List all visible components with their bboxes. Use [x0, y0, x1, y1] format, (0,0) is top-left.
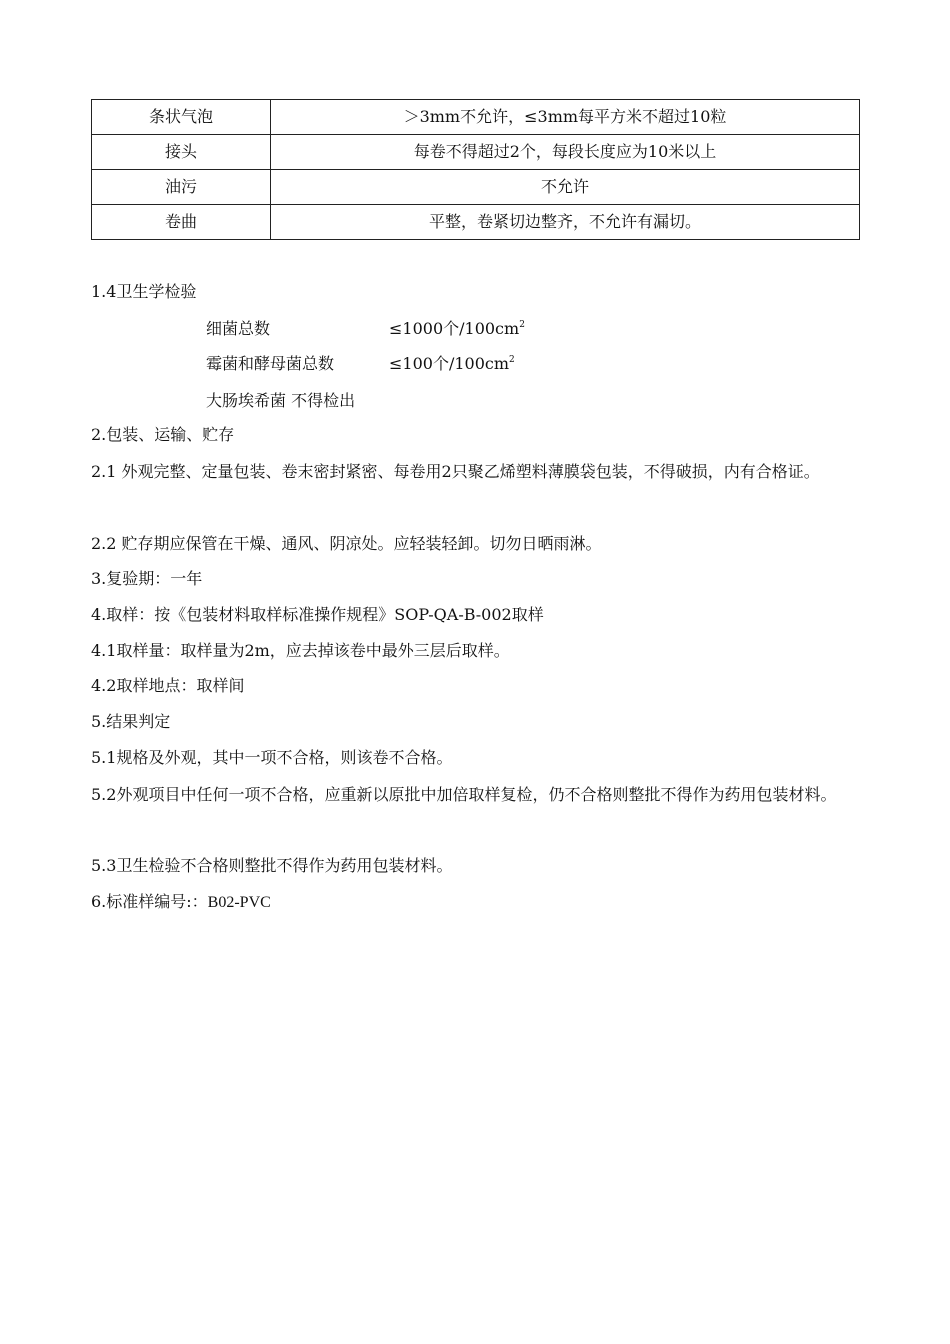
- table-row: [92, 205, 860, 240]
- hygiene-item-name: 霉菌和酵母菌总数: [206, 354, 335, 373]
- paragraph: 3.复验期：一年: [91, 569, 203, 588]
- superscript: 2: [509, 355, 515, 365]
- paragraph: 5.1规格及外观，其中一项不合格，则该卷不合格。: [91, 748, 453, 767]
- table-row: [92, 135, 860, 170]
- paragraph: 2.1 外观完整、定量包装、卷末密封紧密、每卷用2只聚乙烯塑料薄膜袋包装，不得破损，内有合格证。: [91, 462, 820, 481]
- standard-sample-label: 6.标准样编号:：: [91, 892, 208, 911]
- table-cell-item: 条状气泡: [92, 100, 271, 135]
- table-row: [92, 100, 860, 135]
- paragraph: 2.2 贮存期应保管在干燥、通风、阴凉处。应轻装轻卸。切勿日晒雨淋。: [91, 534, 602, 553]
- hygiene-item-value: [389, 316, 525, 339]
- paragraph: 4.2取样地点：取样间: [91, 676, 245, 695]
- paragraph: 5.3卫生检验不合格则整批不得作为药用包装材料。: [91, 856, 453, 875]
- table-cell-requirement: 平整，卷紧切边整齐，不允许有漏切。: [271, 205, 860, 240]
- hygiene-item-name: 大肠埃希菌 不得检出: [206, 391, 356, 410]
- hygiene-item-name: 细菌总数: [206, 319, 271, 338]
- table-cell-requirement: 不允许: [271, 170, 860, 205]
- paragraph: 5.2外观项目中任何一项不合格，应重新以原批中加倍取样复检，仍不合格则整批不得作为药用包装材料。: [91, 785, 837, 804]
- hygiene-item-value: [389, 351, 515, 374]
- hygiene-value-text: ≤1000个/100cm: [389, 319, 520, 338]
- paragraph: [91, 891, 271, 914]
- table-cell-item: 卷曲: [92, 205, 271, 240]
- table-cell-requirement: ＞3mm不允许，≤3mm每平方米不超过10粒: [271, 100, 860, 135]
- paragraph: 2.包装、运输、贮存: [91, 425, 235, 444]
- paragraph: 5.结果判定: [91, 712, 171, 731]
- spec-table: [91, 99, 860, 240]
- table-cell-item: 接头: [92, 135, 271, 170]
- hygiene-value-text: ≤100个/100cm: [389, 354, 510, 373]
- paragraph: 4.1取样量：取样量为2m，应去掉该卷中最外三层后取样。: [91, 641, 510, 660]
- superscript: 2: [519, 320, 525, 330]
- section-heading-hygiene: 1.4卫生学检验: [91, 282, 197, 301]
- standard-sample-code: B02-PVC: [207, 894, 271, 911]
- table-cell-requirement: 每卷不得超过2个，每段长度应为10米以上: [271, 135, 860, 170]
- table-row: [92, 170, 860, 205]
- table-cell-item: 油污: [92, 170, 271, 205]
- paragraph: 4.取样：按《包装材料取样标准操作规程》SOP-QA-B-002取样: [91, 605, 544, 624]
